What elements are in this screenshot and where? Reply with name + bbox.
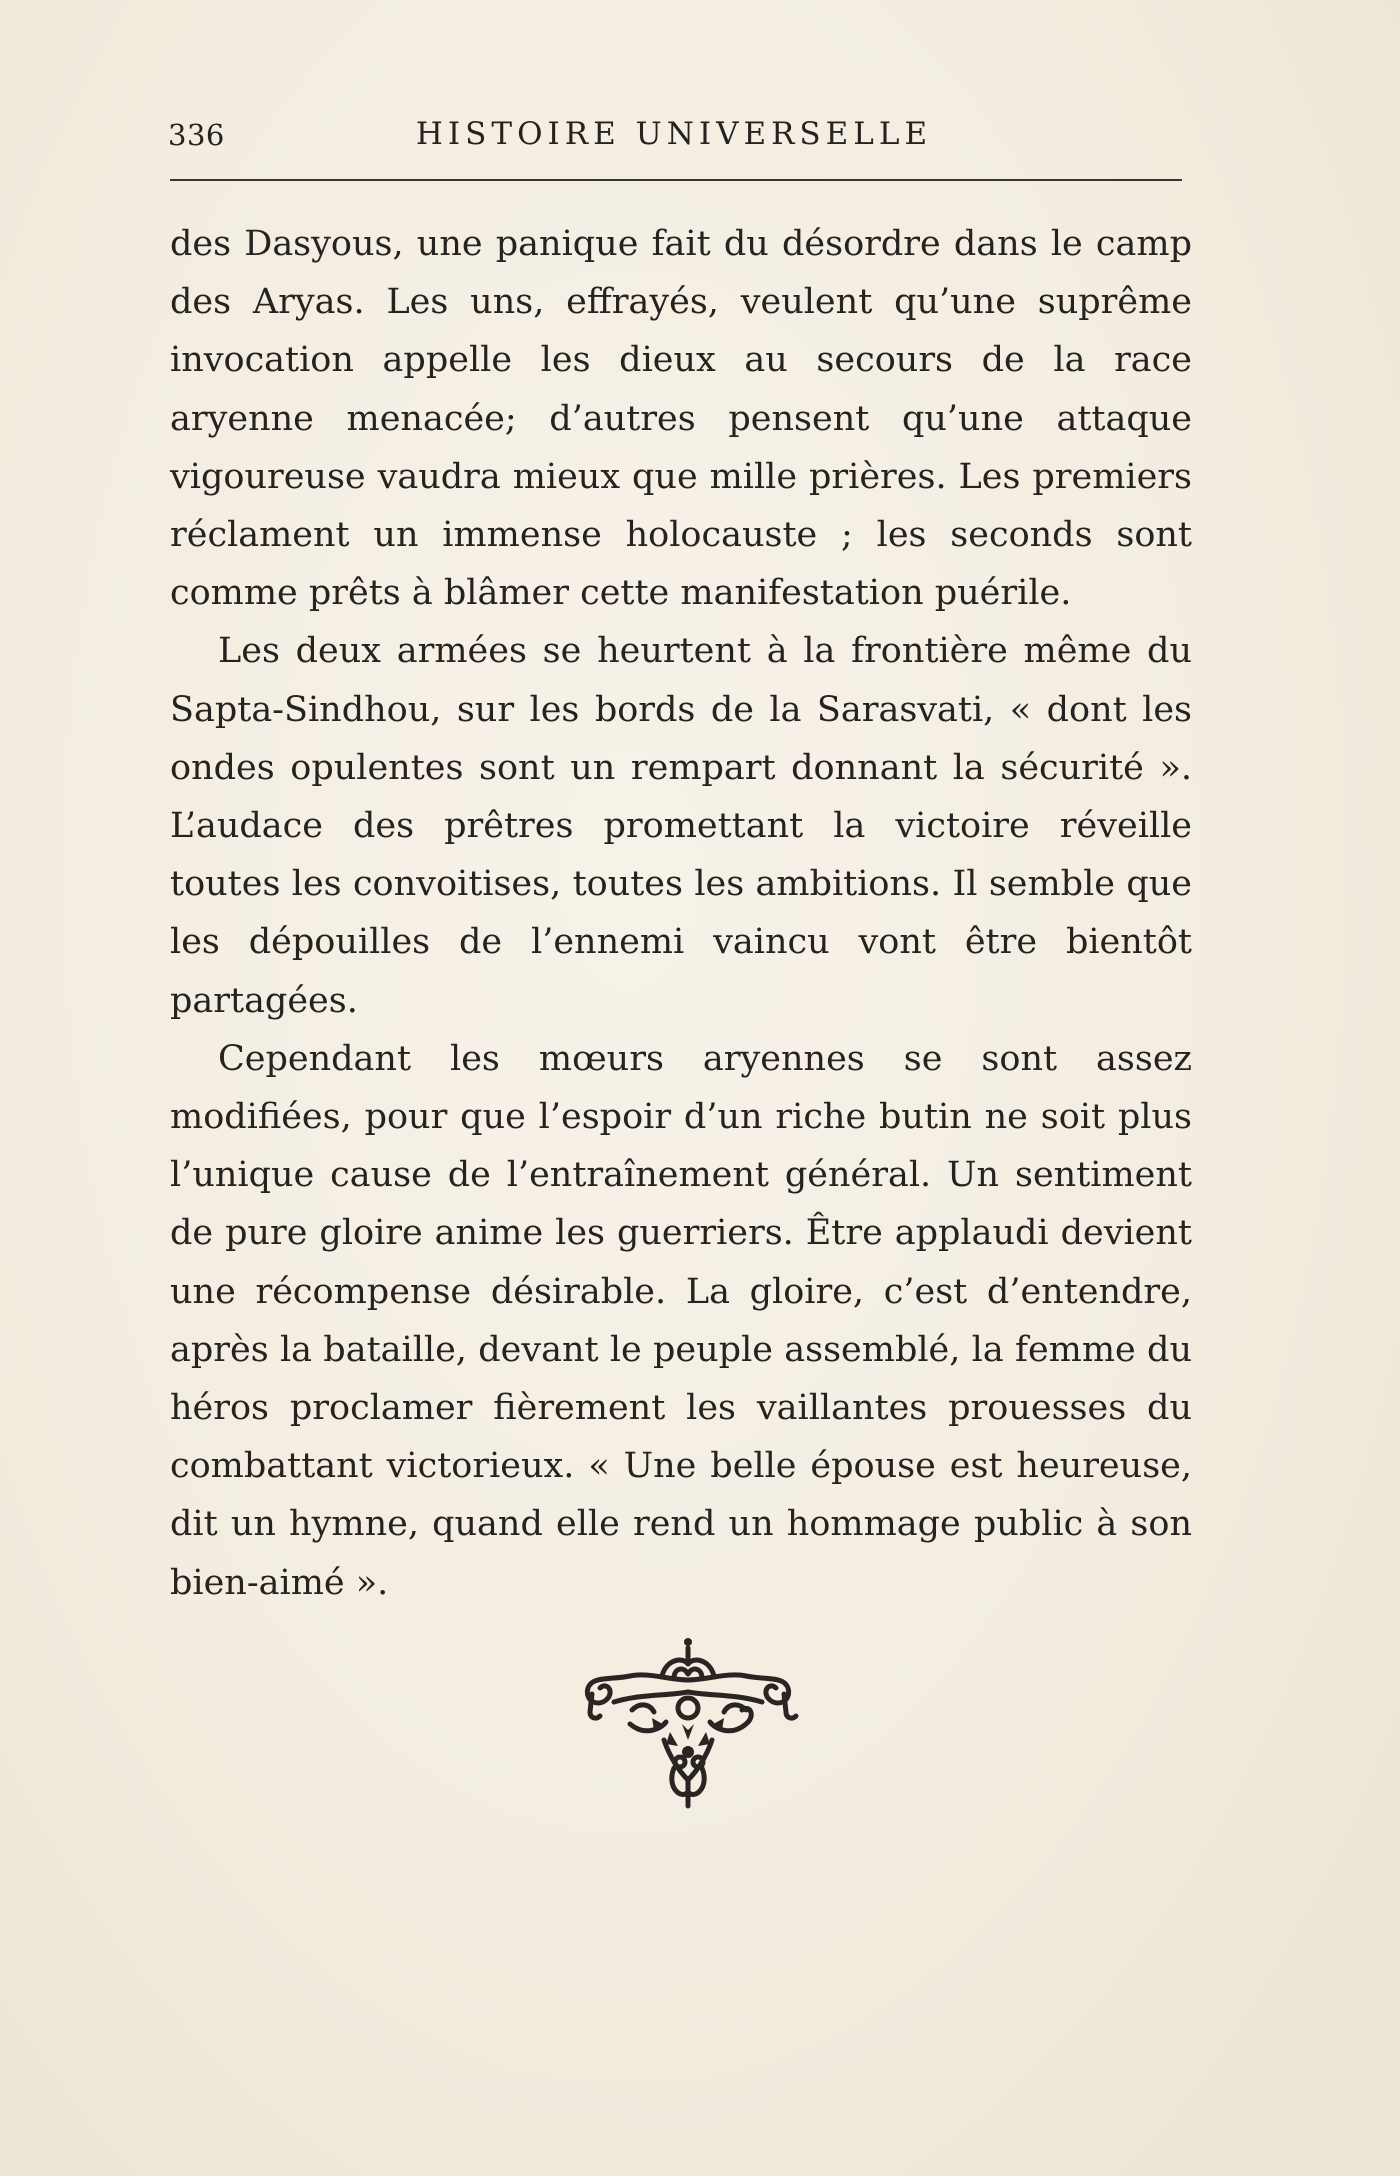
running-title: HISTOIRE UNIVERSELLE xyxy=(415,116,933,152)
paragraph-2: Les deux armées se heurtent à la frontière même du Sapta-Sindhou, sur les bords de la Sarasvati, « dont les ondes opulentes sont un rempart donnant la sécurité ». L’audace des prêtres promettant la victoire réveille toutes les convoitises, toutes les ambitions. Il semble que les dépouilles de l’ennemi vaincu vont être bientôt partagées. xyxy=(170,631,1192,1021)
paragraph-1: des Dasyous, une panique fait du désordre dans le camp des Aryas. Les uns, effrayés, veulent qu’une suprême invocation appelle les dieux au secours de la race aryenne menacée; d’autres pensent qu’une attaque vigoureuse vaudra mieux que mille prières. Les premiers réclament un immense holocauste ; les seconds sont comme prêts à blâmer cette manifestation puérile. xyxy=(170,224,1192,614)
header-rule xyxy=(170,179,1182,181)
body-text xyxy=(170,215,1192,1612)
page-number: 336 xyxy=(168,118,225,152)
running-head xyxy=(168,112,1180,162)
paragraph-3: Cependant les mœurs aryennes se sont assez modifiées, pour que l’espoir d’un riche butin ne soit plus l’unique cause de l’entraînement général. Un sentiment de pure gloire anime les guerriers. Être applaudi devient une récompense désirable. La gloire, c’est d’entendre, après la bataille, devant le peuple assemblé, la femme du héros proclamer fièrement les vaillantes prouesses du combattant victorieux. « Une belle épouse est heureuse, dit un hymne, quand elle rend un hommage public à son bien-aimé ». xyxy=(170,1038,1192,1603)
fleuron-ornament-icon xyxy=(570,1632,810,1812)
